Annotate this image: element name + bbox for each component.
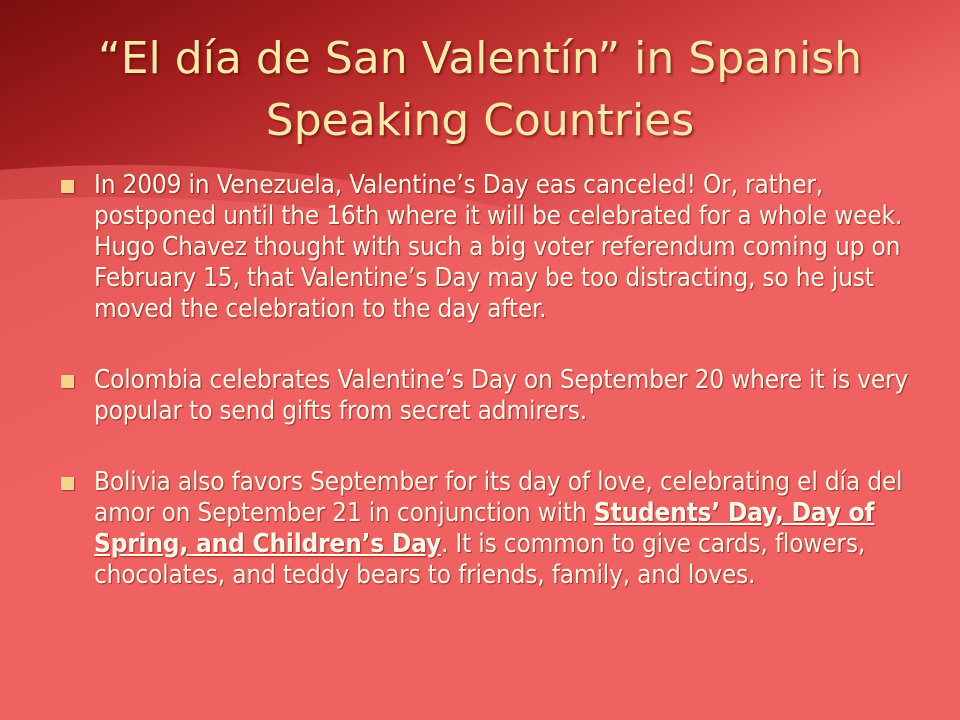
bullet-bolivia (56, 467, 916, 591)
bullet-venezuela (56, 170, 916, 325)
bullet-text-before: Bolivia also favors September for its day of love, celebrating el día del amor on September 21 in conjunction with (94, 467, 903, 528)
students-day-link[interactable]: Students’ Day, Day of Spring, and Children’s Day (94, 498, 875, 559)
bullet-text-after: . It is common to give cards, flowers, chocolates, and teddy bears to friends, family, and loves. (94, 529, 866, 590)
square-bullet-icon (61, 477, 74, 490)
bullet-text: Colombia celebrates Valentine’s Day on September 20 where it is very popular to send gifts from secret admirers. (94, 365, 909, 426)
bullet-colombia (56, 365, 916, 427)
title-line-2: Speaking Countries (265, 95, 695, 146)
bullet-text: In 2009 in Venezuela, Valentine’s Day eas canceled! Or, rather, postponed until the 16th where it will be celebrated for a whole week. Hugo Chavez thought with such a big voter referendum coming up on February 15, that Valentine’s Day may be too distracting, so he just moved the celebration to the day after. (94, 170, 903, 324)
bullet-list (56, 170, 916, 631)
slide-title (40, 28, 920, 152)
square-bullet-icon (61, 180, 74, 193)
square-bullet-icon (61, 375, 74, 388)
title-line-1: “El día de San Valentín” in Spanish (97, 33, 863, 84)
